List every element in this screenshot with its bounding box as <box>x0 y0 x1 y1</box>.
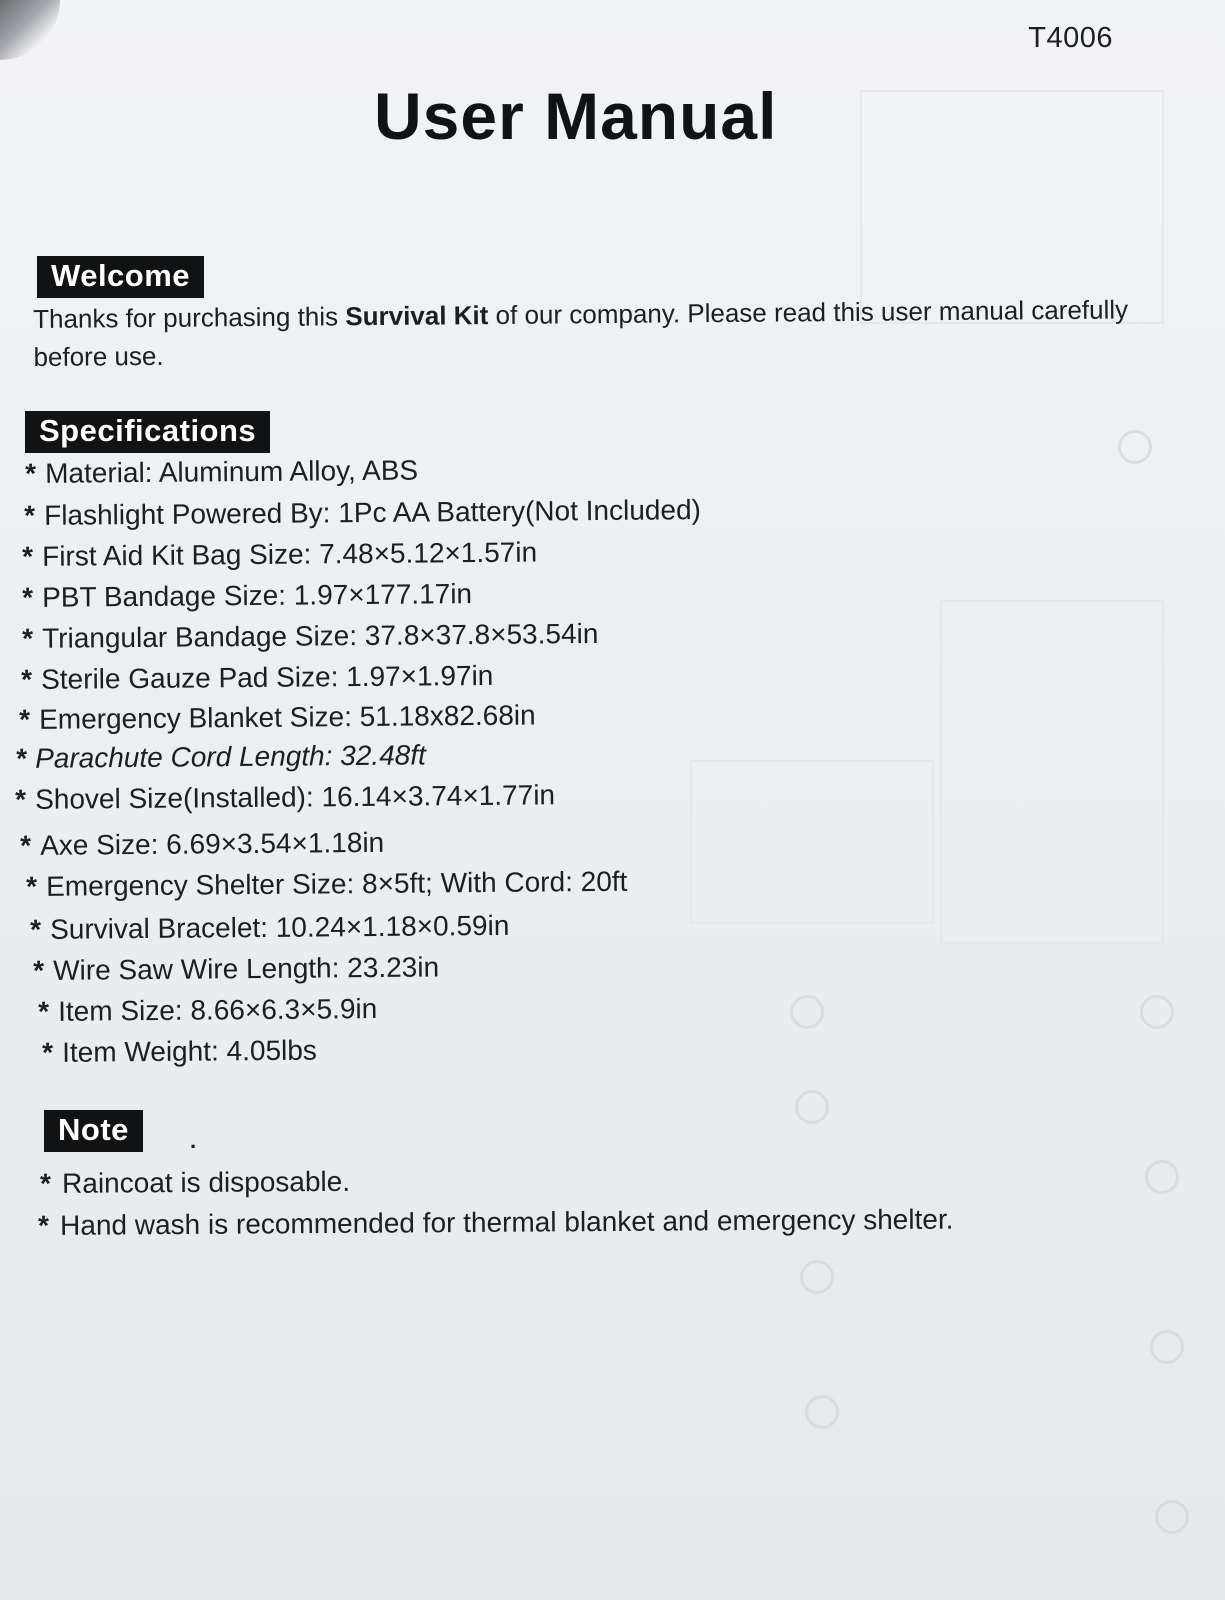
bullet-star: * <box>20 829 32 861</box>
spec-item <box>20 827 384 862</box>
specifications-heading: Specifications <box>25 411 270 453</box>
show-through-circle <box>1150 1330 1184 1364</box>
note-dot: . <box>190 1128 197 1153</box>
product-name: Survival Kit <box>345 300 489 332</box>
spec-item <box>22 537 537 573</box>
bullet-star: * <box>42 1036 54 1068</box>
bullet-star: * <box>15 783 27 815</box>
spec-text: Shovel Size(Installed): 16.14×3.74×1.77in <box>34 779 556 815</box>
bullet-star: * <box>38 1209 50 1241</box>
bullet-star: * <box>30 913 42 945</box>
bullet-star: * <box>21 663 33 695</box>
show-through-circle <box>795 1090 829 1124</box>
bullet-star: * <box>19 703 31 735</box>
spec-text: Triangular Bandage Size: 37.8×37.8×53.54in <box>41 617 599 654</box>
note-item <box>38 1204 954 1242</box>
spec-item <box>26 866 628 903</box>
bullet-star: * <box>15 742 27 774</box>
bullet-star: * <box>22 540 34 572</box>
show-through-circle <box>800 1260 834 1294</box>
spec-item <box>25 455 418 490</box>
bullet-star: * <box>22 581 34 613</box>
spec-item <box>22 618 599 655</box>
spec-text: Emergency Blanket Size: 51.18x82.68in <box>38 699 536 735</box>
note-text: Hand wash is recommended for thermal blanket and emergency shelter. <box>59 1203 954 1241</box>
show-through-circle <box>1155 1500 1189 1534</box>
note-text: Raincoat is disposable. <box>61 1165 351 1199</box>
note-heading: Note <box>44 1110 143 1152</box>
bullet-star: * <box>24 499 36 531</box>
spec-text: Material: Aluminum Alloy, ABS <box>44 454 419 489</box>
bullet-star: * <box>38 995 50 1027</box>
spec-text: PBT Bandage Size: 1.97×177.17in <box>41 578 473 613</box>
spec-text: First Aid Kit Bag Size: 7.48×5.12×1.57in <box>41 536 538 572</box>
spec-text: Axe Size: 6.69×3.54×1.18in <box>39 826 385 861</box>
spec-text: Emergency Shelter Size: 8×5ft; With Cord: 20ft <box>45 865 628 902</box>
show-through-circle <box>1118 430 1152 464</box>
spec-item <box>24 494 701 532</box>
spec-item <box>15 739 426 775</box>
bullet-star: * <box>25 457 37 489</box>
note-item <box>40 1166 350 1200</box>
show-through-circle <box>1145 1160 1179 1194</box>
spec-item <box>38 993 377 1028</box>
spec-item <box>42 1035 317 1069</box>
welcome-heading: Welcome <box>37 256 204 298</box>
show-through-panel <box>940 600 1164 944</box>
spec-text: Flashlight Powered By: 1Pc AA Battery(Not Included) <box>43 494 702 531</box>
bullet-star: * <box>26 870 38 902</box>
spec-text: Wire Saw Wire Length: 23.23in <box>52 951 440 986</box>
spec-item <box>19 699 536 736</box>
bullet-star: * <box>40 1167 52 1199</box>
spec-item <box>30 910 509 946</box>
spec-item <box>15 779 555 816</box>
spec-item <box>21 660 493 696</box>
show-through-panel <box>860 90 1164 324</box>
bullet-star: * <box>22 622 34 654</box>
show-through-circle <box>805 1395 839 1429</box>
folded-corner <box>0 0 60 60</box>
spec-text: Item Size: 8.66×6.3×5.9in <box>57 993 378 1027</box>
show-through-circle <box>1140 995 1174 1029</box>
page-title: User Manual <box>374 79 778 153</box>
spec-item <box>33 951 439 987</box>
show-through-panel <box>690 760 934 924</box>
document-code: T4006 <box>1028 22 1113 54</box>
spec-text: Item Weight: 4.05lbs <box>61 1034 317 1068</box>
welcome-text-start: Thanks for purchasing this <box>33 301 346 334</box>
welcome-text-end: of our company. Please read this user manual carefully before use. <box>33 294 1129 372</box>
spec-text: Parachute Cord Length: 32.48ft <box>34 739 426 774</box>
spec-item <box>22 578 472 614</box>
welcome-paragraph <box>33 290 1164 376</box>
bullet-star: * <box>33 954 45 986</box>
spec-text: Sterile Gauze Pad Size: 1.97×1.97in <box>40 659 494 695</box>
show-through-circle <box>790 995 824 1029</box>
spec-text: Survival Bracelet: 10.24×1.18×0.59in <box>49 909 510 945</box>
